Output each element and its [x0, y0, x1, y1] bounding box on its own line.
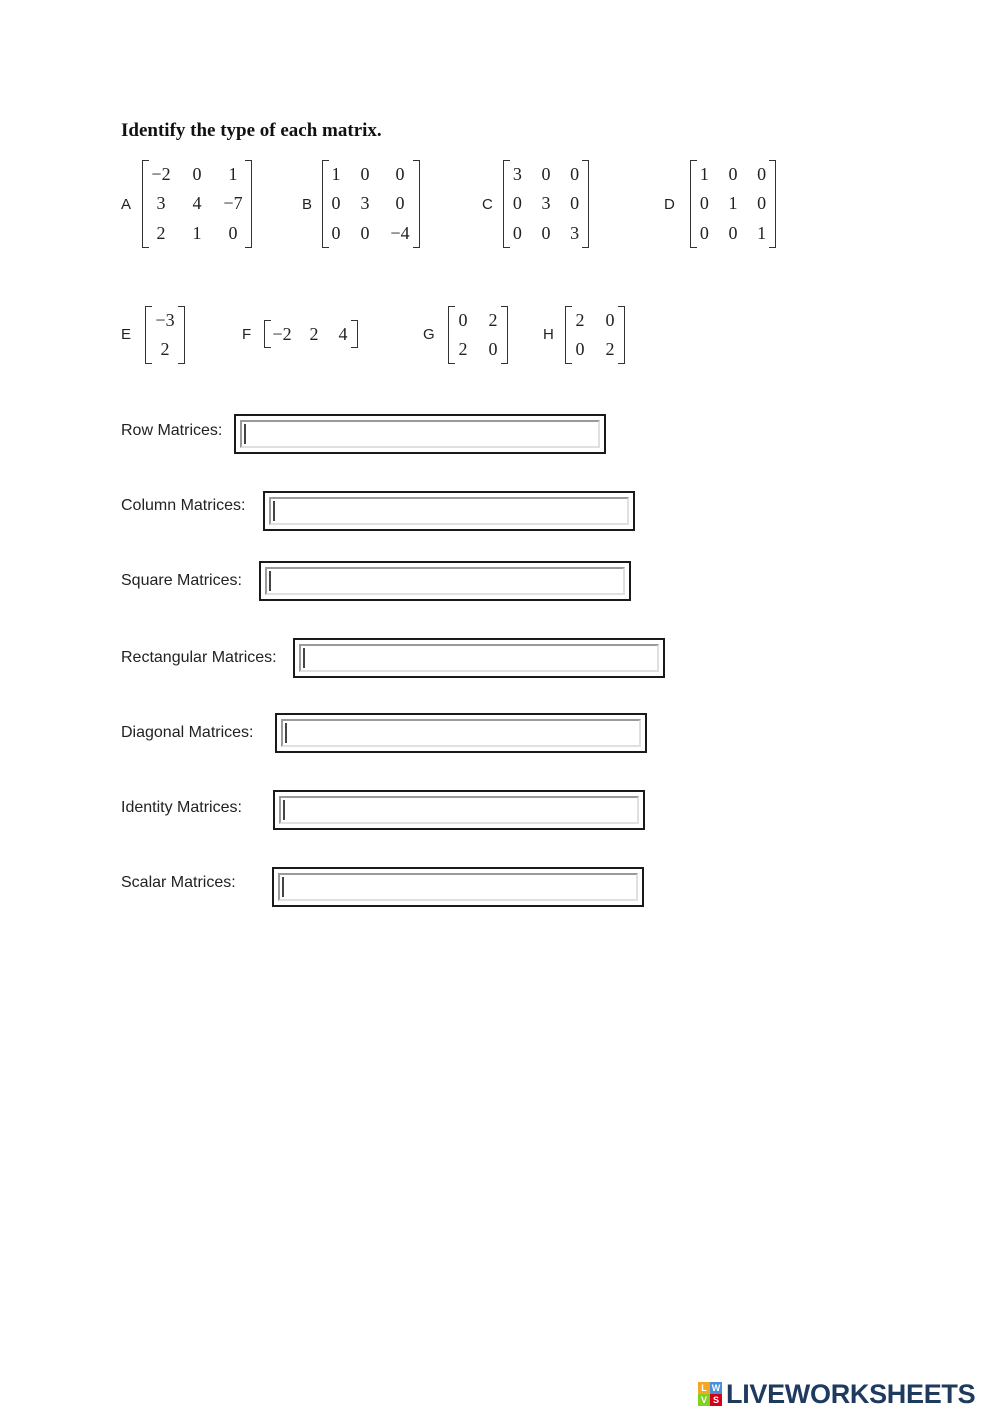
matrix-cell: 4: [338, 323, 348, 344]
column-matrices-label: Column Matrices:: [121, 497, 246, 514]
text-caret: [283, 800, 285, 820]
page-title: Identify the type of each matrix.: [121, 120, 382, 141]
rectangular-matrices-input[interactable]: [293, 638, 665, 678]
matrix-cell: 2: [488, 310, 498, 330]
matrix-label-c: C: [482, 196, 493, 213]
matrix-label-h: H: [543, 326, 554, 343]
matrix-cell: 0: [570, 164, 580, 185]
input-inner[interactable]: [265, 567, 625, 595]
matrix-cell: 0: [512, 193, 522, 214]
matrix-cell: −4: [390, 222, 410, 243]
matrix-cell: 0: [728, 222, 738, 243]
input-inner[interactable]: [281, 719, 641, 747]
matrix-cell: 3: [156, 193, 166, 214]
matrix-h: [565, 306, 625, 364]
identity-matrices-input[interactable]: [273, 790, 645, 830]
matrix-cell: 3: [570, 222, 580, 243]
matrix-cell: 3: [360, 193, 370, 214]
matrix-c: [503, 160, 589, 248]
rectangular-matrices-label: Rectangular Matrices:: [121, 649, 277, 666]
diagonal-matrices-label: Diagonal Matrices:: [121, 724, 254, 741]
matrix-cell: 0: [757, 164, 767, 185]
logo-tile: V: [698, 1394, 710, 1406]
matrix-cell: −2: [151, 164, 171, 185]
text-caret: [285, 723, 287, 743]
matrix-cell: 0: [541, 222, 551, 243]
matrix-cell: 0: [228, 222, 238, 243]
matrix-label-e: E: [121, 326, 132, 343]
matrix-cell: 0: [395, 164, 405, 185]
matrix-cell: 2: [309, 323, 319, 344]
matrix-label-g: G: [423, 326, 435, 343]
matrix-cell: 0: [360, 222, 370, 243]
matrix-cell: 2: [156, 222, 166, 243]
matrix-label-d: D: [664, 196, 675, 213]
input-inner[interactable]: [240, 420, 600, 448]
diagonal-matrices-input[interactable]: [275, 713, 647, 753]
matrix-cell: 1: [331, 164, 341, 185]
brand-name: LIVEWORKSHEETS: [726, 1378, 976, 1409]
matrix-cell: 3: [541, 193, 551, 214]
matrix-cell: 2: [160, 339, 170, 359]
matrix-cell: 1: [699, 164, 709, 185]
matrix-cell: 0: [458, 310, 468, 330]
matrix-cell: 4: [192, 193, 202, 214]
matrix-cell: 2: [605, 339, 615, 359]
matrix-label-a: A: [121, 196, 132, 213]
row-matrices-label: Row Matrices:: [121, 422, 223, 439]
matrix-e: [145, 306, 185, 364]
logo-tile: S: [710, 1394, 722, 1406]
matrix-d: [690, 160, 776, 248]
matrix-cell: 1: [192, 222, 202, 243]
text-caret: [244, 424, 246, 444]
matrix-cell: 0: [360, 164, 370, 185]
text-caret: [273, 501, 275, 521]
matrix-cell: 0: [331, 222, 341, 243]
identity-matrices-label: Identity Matrices:: [121, 799, 242, 816]
input-inner[interactable]: [278, 873, 638, 901]
row-matrices-input[interactable]: [234, 414, 606, 454]
matrix-cell: 0: [699, 222, 709, 243]
matrix-cell: 0: [757, 193, 767, 214]
matrix-cell: 0: [395, 193, 405, 214]
matrix-cell: 0: [699, 193, 709, 214]
liveworksheets-logo: [698, 1378, 975, 1410]
matrix-cell: 0: [605, 310, 615, 330]
matrix-cell: 3: [512, 164, 522, 185]
matrix-a: [142, 160, 252, 248]
matrix-label-f: F: [242, 326, 252, 343]
matrix-cell: −2: [272, 323, 292, 344]
matrix-cell: 0: [541, 164, 551, 185]
input-inner[interactable]: [279, 796, 639, 824]
matrix-cell: 0: [570, 193, 580, 214]
input-inner[interactable]: [299, 644, 659, 672]
matrix-cell: 1: [728, 193, 738, 214]
matrix-cell: 2: [458, 339, 468, 359]
text-caret: [303, 648, 305, 668]
text-caret: [282, 877, 284, 897]
scalar-matrices-label: Scalar Matrices:: [121, 874, 236, 891]
matrix-g: [448, 306, 508, 364]
matrix-cell: 0: [488, 339, 498, 359]
matrix-cell: 2: [575, 310, 585, 330]
text-caret: [269, 571, 271, 591]
logo-tile: W: [711, 1383, 721, 1393]
matrix-b: [322, 160, 420, 248]
input-inner[interactable]: [269, 497, 629, 525]
square-matrices-input[interactable]: [259, 561, 631, 601]
matrix-f: [264, 320, 358, 348]
matrix-cell: 0: [331, 193, 341, 214]
column-matrices-input[interactable]: [263, 491, 635, 531]
matrix-cell: 1: [228, 164, 238, 185]
matrix-cell: 0: [512, 222, 522, 243]
matrix-cell: 0: [192, 164, 202, 185]
matrix-label-b: B: [302, 196, 313, 213]
matrix-cell: 0: [728, 164, 738, 185]
square-matrices-label: Square Matrices:: [121, 572, 242, 589]
liveworksheets-icon: [698, 1382, 722, 1406]
matrix-cell: −3: [155, 310, 175, 330]
matrix-cell: −7: [223, 193, 243, 214]
scalar-matrices-input[interactable]: [272, 867, 644, 907]
matrix-cell: 0: [575, 339, 585, 359]
matrix-cell: 1: [757, 222, 767, 243]
logo-tile: L: [698, 1382, 710, 1394]
